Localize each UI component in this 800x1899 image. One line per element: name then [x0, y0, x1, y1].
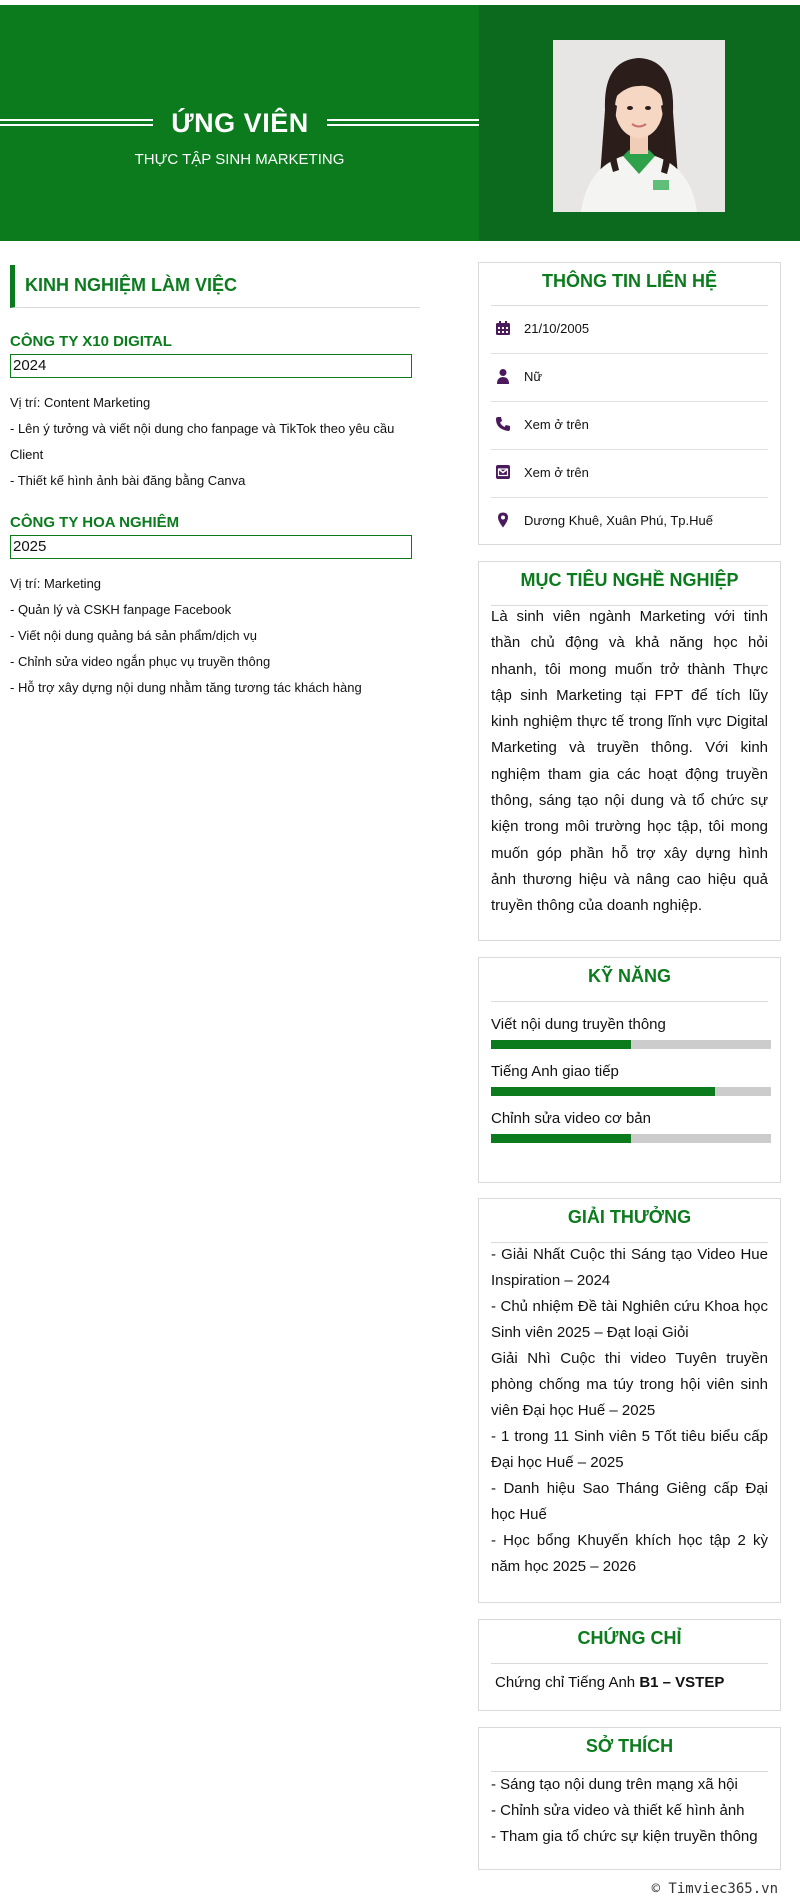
company-name: CÔNG TY X10 DIGITAL: [10, 333, 172, 350]
contact-item-address: [491, 497, 768, 545]
name-row: [0, 101, 479, 145]
footer-watermark: © Timviec365.vn: [651, 1881, 778, 1897]
skills-card: [478, 957, 781, 1183]
experience-heading-text: KINH NGHIỆM LÀM VIỆC: [25, 275, 238, 295]
job-detail-line: - Viết nội dung quảng bá sản phẩm/dịch vụ: [10, 628, 257, 643]
address-text: Dương Khuê, Xuân Phú, Tp.Huế: [524, 513, 713, 528]
user-icon: [495, 368, 511, 384]
objective-title: MỤC TIÊU NGHỀ NGHIỆP: [491, 570, 768, 606]
skill-bar-track: [491, 1040, 771, 1049]
header-banner: [0, 5, 479, 241]
phone-text: Xem ở trên: [524, 417, 589, 432]
certificates-title: CHỨNG CHỈ: [491, 1628, 768, 1664]
job-detail-line: - Chỉnh sửa video ngắn phục vụ truyền thông: [10, 654, 271, 669]
job-description: [10, 571, 415, 701]
skill-label: Chỉnh sửa video cơ bản: [491, 1110, 651, 1127]
job-detail-line: Vị trí: Content Marketing: [10, 395, 151, 410]
decorative-line-left: [0, 119, 153, 126]
objective-text: Là sinh viên ngành Marketing với tinh thần chủ động và khả năng học hỏi nhanh, tôi mong muốn trở thành Thực tập sinh Marketing tại FPT để tích lũy kinh nghiệm thực tế trong lĩnh vực Digital Marketing và truyền thông. Với kinh nghiệm tham gia các hoạt động truyền thông, sáng tạo nội dung và tổ chức sự kiện trong môi trường học tập, tôi mong muốn góp phần hỗ trợ xây dựng hình ảnh thương hiệu và nâng cao hiệu quả truyền thông của doanh nghiệp.: [491, 608, 768, 915]
gender-text: Nữ: [524, 369, 543, 384]
location-pin-icon: [495, 512, 511, 528]
job-detail-line: - Thiết kế hình ảnh bài đăng bằng Canva: [10, 473, 246, 488]
awards-card: [478, 1198, 781, 1603]
email-icon: [495, 464, 511, 480]
skills-title: KỸ NĂNG: [491, 966, 768, 1002]
contact-title: THÔNG TIN LIÊN HỆ: [491, 271, 768, 306]
skill-bar-fill: [491, 1134, 631, 1143]
awards-title: GIẢI THƯỞNG: [491, 1207, 768, 1243]
award-item: Giải Nhì Cuộc thi video Tuyên truyền phòng chống ma túy trong hội viên sinh viên Đại học Huế – 2025: [491, 1350, 768, 1419]
contact-item-birthdate: [491, 305, 768, 354]
contact-card: [478, 262, 781, 545]
award-item: - Giải Nhất Cuộc thi Sáng tạo Video Hue Inspiration – 2024: [491, 1246, 768, 1289]
awards-list: [491, 1242, 768, 1580]
job-detail-line: - Hỗ trợ xây dựng nội dung nhằm tăng tương tác khách hàng: [10, 680, 362, 695]
job-description: [10, 390, 415, 494]
job-year: 2025: [10, 535, 412, 559]
skill-label: Viết nội dung truyền thông: [491, 1016, 666, 1033]
phone-icon: [495, 416, 511, 432]
contact-item-email: [491, 449, 768, 498]
candidate-name: ỨNG VIÊN: [171, 108, 309, 138]
certificate-label: Chứng chỉ Tiếng Anh: [495, 1674, 640, 1691]
calendar-icon: [495, 320, 511, 336]
profile-photo: [553, 40, 725, 212]
award-item: - Học bổng Khuyến khích học tập 2 kỳ năm học 2025 – 2026: [491, 1532, 768, 1575]
profile-photo-illustration: [553, 40, 725, 212]
certificates-card: [478, 1619, 781, 1711]
certificate-level: B1 – VSTEP: [639, 1674, 725, 1691]
award-item: - Chủ nhiệm Đề tài Nghiên cứu Khoa học Sinh viên 2025 – Đạt loại Giỏi: [491, 1298, 768, 1341]
job-title: THỰC TẬP SINH MARKETING: [134, 151, 345, 168]
certificate-item: [495, 1670, 768, 1696]
objective-card: [478, 561, 781, 941]
skill-bar-track: [491, 1087, 771, 1096]
award-item: - Danh hiệu Sao Tháng Giêng cấp Đại học Huế: [491, 1480, 768, 1523]
company-name: CÔNG TY HOA NGHIÊM: [10, 514, 180, 531]
hobby-item: - Sáng tạo nội dung trên mạng xã hội: [491, 1776, 738, 1793]
skill-bar-track: [491, 1134, 771, 1143]
award-item: - 1 trong 11 Sinh viên 5 Tốt tiêu biểu cấp Đại học Huế – 2025: [491, 1428, 768, 1471]
job-year: 2024: [10, 354, 412, 378]
birthdate-text: 21/10/2005: [524, 321, 590, 336]
experience-heading: [10, 265, 420, 308]
job-detail-line: Vị trí: Marketing: [10, 576, 102, 591]
decorative-line-right: [327, 119, 479, 126]
header: [0, 5, 800, 241]
hobbies-list: [491, 1772, 768, 1850]
hobbies-title: SỞ THÍCH: [491, 1736, 768, 1772]
job-detail-line: - Lên ý tưởng và viết nội dung cho fanpage và TikTok theo yêu cầu Client: [10, 421, 395, 462]
contact-item-gender: [491, 353, 768, 402]
hobby-item: - Tham gia tổ chức sự kiện truyền thông: [491, 1828, 758, 1845]
job-detail-line: - Quản lý và CSKH fanpage Facebook: [10, 602, 232, 617]
contact-item-phone: [491, 401, 768, 450]
skill-bar-fill: [491, 1040, 631, 1049]
email-text: Xem ở trên: [524, 465, 589, 480]
skill-label: Tiếng Anh giao tiếp: [491, 1063, 619, 1080]
skill-bar-fill: [491, 1087, 715, 1096]
hobbies-card: [478, 1727, 781, 1870]
hobby-item: - Chỉnh sửa video và thiết kế hình ảnh: [491, 1802, 745, 1819]
